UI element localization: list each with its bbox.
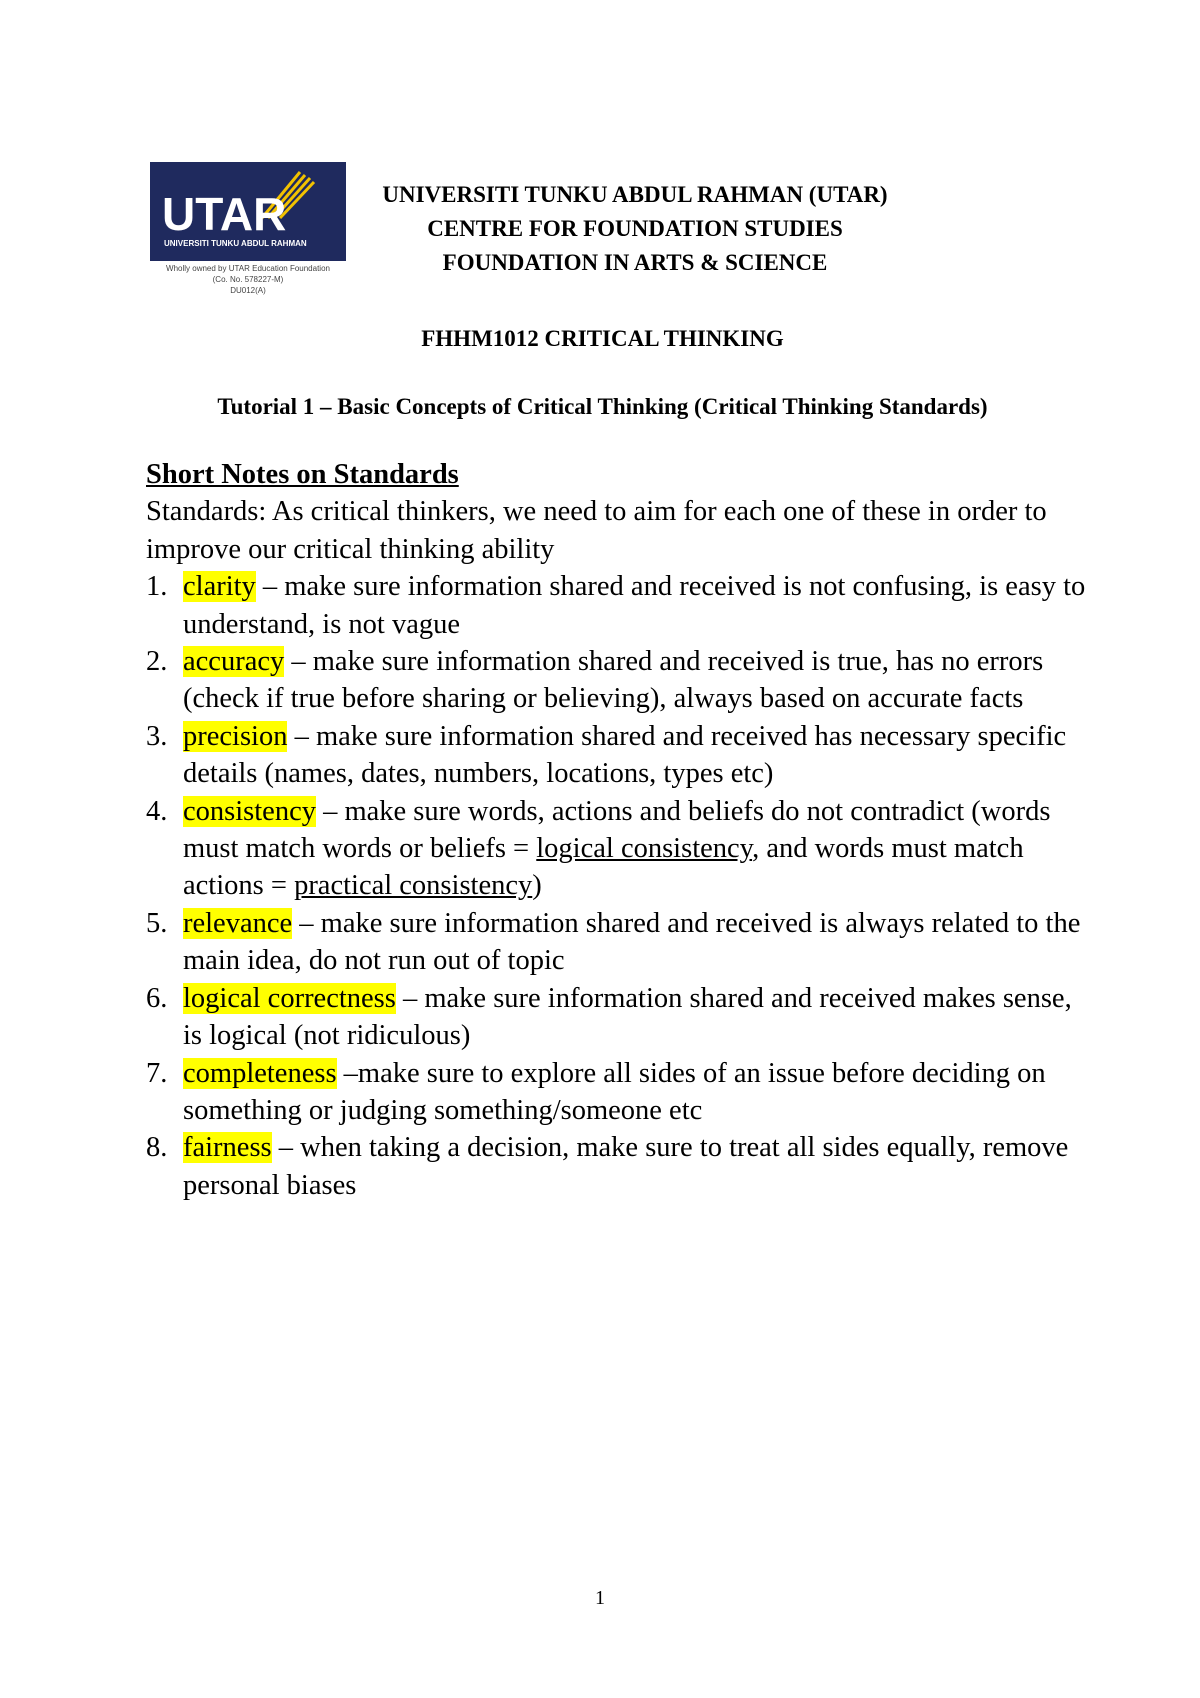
notes-title: Short Notes on Standards <box>146 459 459 490</box>
standard-item <box>146 718 1086 793</box>
standard-term: logical correctness <box>183 982 396 1014</box>
logo-owner-line: Wholly owned by UTAR Education Foundation <box>166 264 330 273</box>
item-number: 2. <box>146 646 168 678</box>
document-header <box>330 178 940 280</box>
standard-term: completeness <box>183 1057 337 1089</box>
standard-description: – make sure information shared and received is always related to the main idea, do not run out of topic <box>183 907 1081 977</box>
standard-item <box>146 1055 1086 1130</box>
item-number: 7. <box>146 1057 168 1089</box>
standard-term: accuracy <box>183 646 285 678</box>
tutorial-title: Tutorial 1 – Basic Concepts of Critical Thinking (Critical Thinking Standards) <box>217 394 988 419</box>
practical-consistency-term: practical consistency <box>294 870 533 902</box>
standard-term: relevance <box>183 907 293 939</box>
university-name: UNIVERSITI TUNKU ABDUL RAHMAN (UTAR) <box>382 182 888 207</box>
standard-description: – make sure information shared and received is not confusing, is easy to understand, is not vague <box>183 571 1086 640</box>
logo-brand-text: UTAR <box>162 188 287 240</box>
item-number: 6. <box>146 982 168 1014</box>
page-number: 1 <box>595 1587 605 1609</box>
logo-brand-subtext: UNIVERSITI TUNKU ABDUL RAHMAN <box>164 239 307 248</box>
standard-item <box>146 1129 1086 1204</box>
utar-logo <box>150 162 346 261</box>
standard-term: clarity <box>183 571 256 603</box>
notes-intro: Standards: As critical thinkers, we need to aim for each one of these in order to improve our critical thinking ability <box>146 496 1047 565</box>
standard-description-end: ) <box>532 870 542 902</box>
standard-term: fairness <box>183 1132 272 1164</box>
item-number: 5. <box>146 907 168 939</box>
logical-consistency-term: logical consistency <box>536 833 753 865</box>
standard-item <box>146 793 1086 905</box>
standard-term: precision <box>183 720 288 752</box>
course-title: FHHM1012 CRITICAL THINKING <box>421 326 784 351</box>
item-number: 8. <box>146 1132 168 1164</box>
standard-item <box>146 568 1086 643</box>
standard-term: consistency <box>183 795 316 827</box>
standard-item <box>146 905 1086 980</box>
logo-ownership-text <box>150 263 346 296</box>
programme-name: FOUNDATION IN ARTS & SCIENCE <box>442 250 828 275</box>
centre-name: CENTRE FOR FOUNDATION STUDIES <box>427 216 843 241</box>
standard-description: – make sure information shared and received makes sense, is logical (not ridiculous) <box>183 982 1072 1052</box>
standard-description: – make sure information shared and received is true, has no errors (check if true before sharing or believing), always based on accurate facts <box>183 646 1044 715</box>
standard-description-cont: , and words must match actions = <box>183 833 1024 902</box>
standard-item <box>146 980 1086 1055</box>
item-number: 4. <box>146 795 168 827</box>
standard-description: – when taking a decision, make sure to treat all sides equally, remove personal biases <box>183 1132 1069 1201</box>
notes-section <box>146 456 1086 1204</box>
item-number: 1. <box>146 571 168 603</box>
standard-description: – make sure words, actions and beliefs do not contradict (words must match words or beliefs = <box>183 795 1051 865</box>
standard-item <box>146 643 1086 718</box>
item-number: 3. <box>146 720 168 752</box>
standard-description: –make sure to explore all sides of an issue before deciding on something or judging something/someone etc <box>183 1057 1046 1126</box>
logo-owner-line: DU012(A) <box>230 286 266 295</box>
standard-description: – make sure information shared and received has necessary specific details (names, dates, numbers, locations, types etc) <box>183 720 1067 790</box>
logo-owner-line: (Co. No. 578227-M) <box>212 275 284 284</box>
